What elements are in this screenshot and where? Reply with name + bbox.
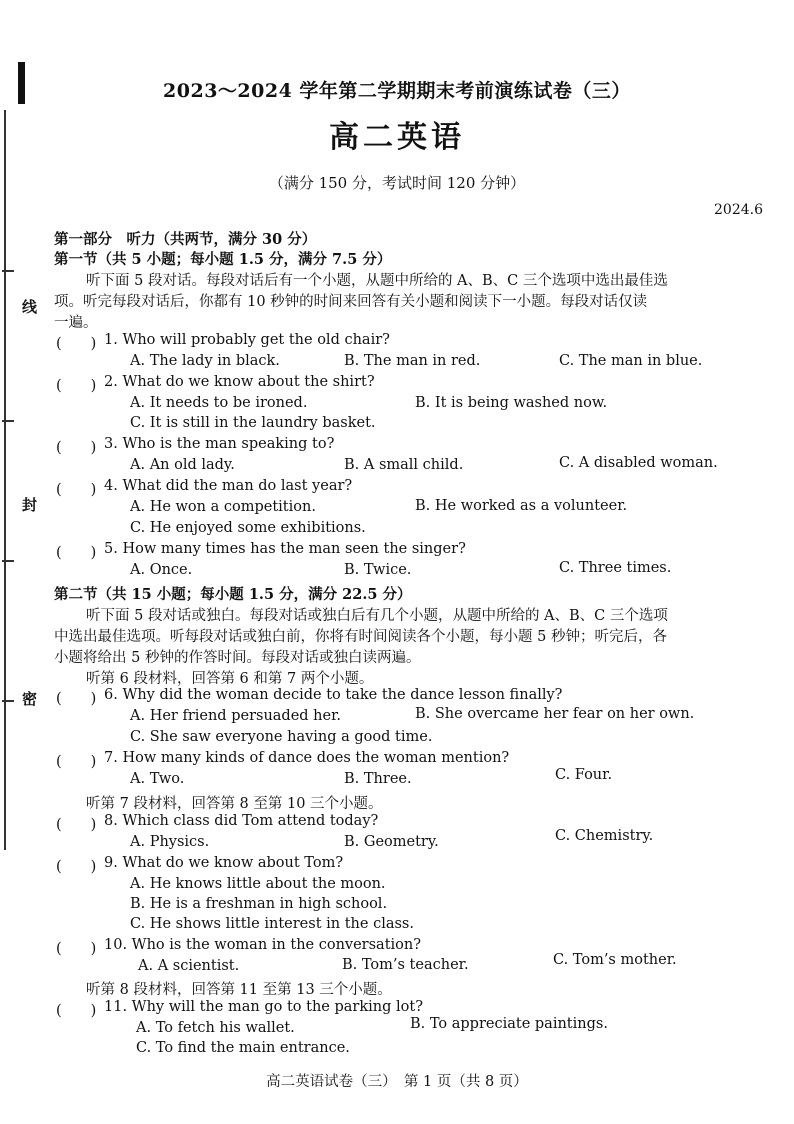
question-text: 4. What did the man do last year? [104, 478, 353, 494]
question-text: 2. What do we know about the shirt? [104, 374, 375, 390]
section2-instruction: 中选出最佳选项。听每段对话或独白前，你将有时间阅读各个小题，每小题 5 秒钟；听完后，各 [54, 629, 667, 645]
option-a: A. A scientist. [138, 958, 240, 974]
answer-blank[interactable]: ( ) [56, 754, 97, 770]
binding-mark-line: 线 [22, 298, 38, 316]
section2-instruction: 小题将给出 5 秒钟的作答时间。每段对话或独白读两遍。 [54, 650, 421, 666]
option-a: A. He knows little about the moon. [130, 876, 386, 892]
option-b: B. Geometry. [344, 834, 439, 850]
option-c: C. Four. [555, 767, 613, 783]
score-info: （满分 150 分，考试时间 120 分钟） [268, 174, 526, 192]
answer-blank[interactable]: ( ) [56, 817, 97, 833]
binding-mark-seal: 封 [22, 496, 38, 514]
option-c: C. To find the main entrance. [136, 1040, 350, 1056]
option-c: C. Chemistry. [555, 828, 654, 844]
binding-fragment [2, 270, 14, 272]
section2-instruction: 听下面 5 段对话或独白。每段对话或独白后有几个小题，从题中所给的 A、B、C 三个选项 [86, 608, 668, 624]
option-a: A. Two. [130, 771, 185, 787]
question-text: 10. Who is the woman in the conversation? [104, 937, 422, 953]
question-text: 3. Who is the man speaking to? [104, 436, 335, 452]
exam-date: 2024.6 [714, 202, 763, 218]
option-b: B. Tom’s teacher. [342, 957, 469, 973]
option-b: B. He worked as a volunteer. [415, 498, 628, 514]
material-8-heading: 听第 8 段材料，回答第 11 至第 13 三个小题。 [86, 982, 392, 998]
option-b: B. He is a freshman in high school. [130, 896, 388, 912]
answer-blank[interactable]: ( ) [56, 336, 97, 352]
section1-instruction: 一遍。 [54, 315, 98, 331]
question-text: 5. How many times has the man seen the singer? [104, 541, 466, 557]
option-b: B. It is being washed now. [415, 395, 608, 411]
question-text: 7. How many kinds of dance does the woman mention? [104, 750, 510, 766]
option-a: A. An old lady. [130, 457, 235, 473]
answer-blank[interactable]: ( ) [56, 691, 97, 707]
page-footer: 高二英语试卷（三） 第 1 页（共 8 页） [266, 1074, 528, 1090]
option-c: C. The man in blue. [559, 353, 703, 369]
option-a: A. Her friend persuaded her. [130, 708, 342, 724]
question-text: 11. Why will the man go to the parking lot? [104, 999, 423, 1015]
question-text: 6. Why did the woman decide to take the dance lesson finally? [104, 687, 563, 703]
binding-fragment [2, 420, 14, 422]
option-b: B. To appreciate paintings. [410, 1016, 608, 1032]
option-a: A. He won a competition. [130, 499, 316, 515]
option-a: A. Once. [130, 562, 193, 578]
binding-margin [0, 0, 44, 1124]
question-text: 8. Which class did Tom attend today? [104, 813, 379, 829]
section1-heading: 第一节（共 5 小题；每小题 1.5 分，满分 7.5 分） [54, 251, 392, 268]
option-c: C. Three times. [559, 560, 672, 576]
binding-line [4, 110, 6, 850]
option-c: C. It is still in the laundry basket. [130, 415, 376, 431]
option-a: A. It needs to be ironed. [130, 395, 308, 411]
exam-subject: 高二英语 [329, 120, 465, 155]
answer-blank[interactable]: ( ) [56, 545, 97, 561]
material-6-heading: 听第 6 段材料，回答第 6 和第 7 两个小题。 [86, 671, 374, 687]
answer-blank[interactable]: ( ) [56, 482, 97, 498]
question-text: 1. Who will probably get the old chair? [104, 332, 390, 348]
binding-fragment [2, 700, 14, 702]
option-a: A. The lady in black. [130, 353, 280, 369]
binding-fragment [2, 560, 14, 562]
answer-blank[interactable]: ( ) [56, 440, 97, 456]
exam-title: 2023～2024 学年第二学期期末考前演练试卷（三） [163, 80, 631, 102]
answer-blank[interactable]: ( ) [56, 859, 97, 875]
part1-heading: 第一部分 听力（共两节，满分 30 分） [54, 231, 317, 248]
section1-instruction: 项。听完每段对话后，你都有 10 秒钟的时间来回答有关小题和阅读下一小题。每段对话仅读 [54, 294, 648, 310]
option-c: C. Tom’s mother. [553, 952, 677, 968]
material-7-heading: 听第 7 段材料，回答第 8 至第 10 三个小题。 [86, 796, 383, 812]
answer-blank[interactable]: ( ) [56, 378, 97, 394]
question-text: 9. What do we know about Tom? [104, 855, 344, 871]
option-b: B. A small child. [344, 457, 464, 473]
option-b: B. She overcame her fear on her own. [415, 706, 695, 722]
option-b: B. Twice. [344, 562, 412, 578]
option-a: A. To fetch his wallet. [136, 1020, 295, 1036]
section2-heading: 第二节（共 15 小题；每小题 1.5 分，满分 22.5 分） [54, 586, 412, 603]
option-c: C. He enjoyed some exhibitions. [130, 520, 366, 536]
option-b: B. Three. [344, 771, 412, 787]
section1-instruction: 听下面 5 段对话。每段对话后有一个小题，从题中所给的 A、B、C 三个选项中选出最佳选 [86, 273, 668, 289]
answer-blank[interactable]: ( ) [56, 941, 97, 957]
option-c: C. He shows little interest in the class. [130, 916, 414, 932]
option-c: C. She saw everyone having a good time. [130, 729, 433, 745]
option-a: A. Physics. [130, 834, 210, 850]
answer-blank[interactable]: ( ) [56, 1003, 97, 1019]
option-c: C. A disabled woman. [559, 455, 718, 471]
binding-mark-secret: 密 [22, 690, 38, 708]
option-b: B. The man in red. [344, 353, 481, 369]
